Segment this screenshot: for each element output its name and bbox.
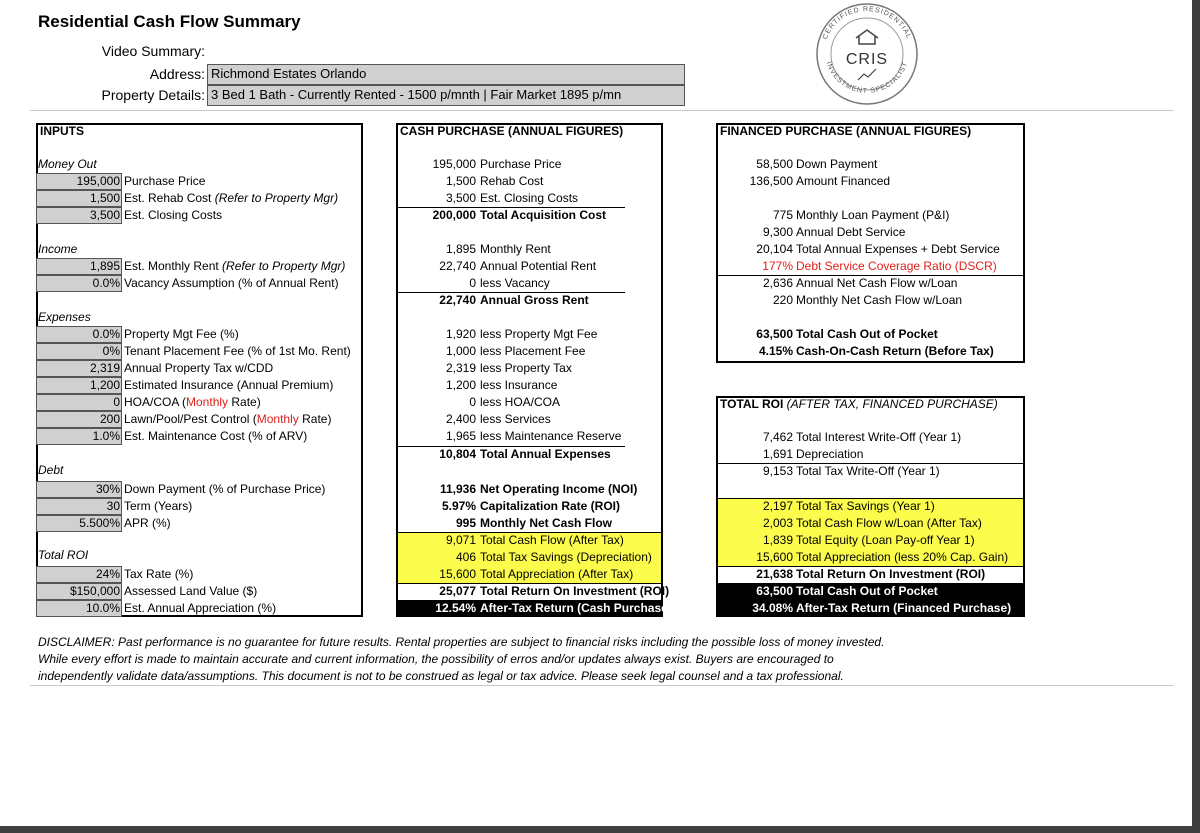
cash-value: 11,936: [439, 482, 476, 496]
input-value[interactable]: 195,000: [76, 174, 120, 188]
input-value[interactable]: 1,200: [89, 378, 120, 392]
input-label: HOA/COA (Monthly Rate): [124, 395, 261, 409]
cash-value: 1,965: [445, 429, 476, 443]
cash-label: Monthly Rent: [480, 242, 551, 256]
top-divider: [30, 110, 1174, 111]
cash-label: less Maintenance Reserve: [480, 429, 622, 443]
financed-value: 9,300: [762, 225, 793, 239]
roi-value: 7,462: [762, 430, 793, 444]
financed-label: Monthly Loan Payment (P&I): [796, 208, 950, 222]
financed-label: Annual Net Cash Flow w/Loan: [796, 276, 958, 290]
input-value[interactable]: 1,500: [89, 191, 120, 205]
input-label: Est. Rehab Cost (Refer to Property Mgr): [124, 191, 339, 205]
income-label: Income: [38, 242, 78, 256]
input-label: Tenant Placement Fee (% of 1st Mo. Rent): [124, 344, 351, 358]
input-label: Est. Monthly Rent (Refer to Property Mgr): [124, 259, 346, 273]
roi-value: 2,197: [762, 499, 793, 513]
cash-value: 0: [469, 276, 476, 290]
financed-value: 177%: [762, 259, 793, 273]
roi-label: Total Equity (Loan Pay-off Year 1): [796, 533, 975, 547]
cash-label: Total Cash Flow (After Tax): [480, 533, 624, 547]
input-label: Tax Rate (%): [124, 567, 194, 581]
financed-label: Total Annual Expenses + Debt Service: [796, 242, 1000, 256]
input-value[interactable]: 30%: [95, 482, 120, 496]
bottom-divider: [30, 685, 1174, 686]
cash-value: 22,740: [439, 259, 476, 273]
cash-label: Total Return On Investment (ROI): [480, 584, 670, 598]
input-label: Annual Property Tax w/CDD: [124, 361, 274, 375]
input-value[interactable]: 0.0%: [92, 276, 120, 290]
cash-label: Monthly Net Cash Flow: [480, 516, 612, 530]
roi-label: After-Tax Return (Financed Purchase): [796, 601, 1012, 615]
input-value[interactable]: 30: [106, 499, 120, 513]
financed-value: 2,636: [762, 276, 793, 290]
financed-value: 136,500: [749, 174, 793, 188]
cash-value: 0: [469, 395, 476, 409]
input-label: Est. Closing Costs: [124, 208, 223, 222]
input-label: Assessed Land Value ($): [124, 584, 258, 598]
disclaimer: DISCLAIMER: Past performance is no guarantee for future results. Rental properties are subject to financial risks including the possible loss of money invested. While every effort is made to maintain accurate and current information, the possibility of erros and/or updates always exist. Buyers are encouraged to independently validate data/assumptions. This document is not to be construed as legal or tax advice. Please seek legal counsel and a tax professional.: [38, 635, 885, 683]
cash-value: 1,895: [445, 242, 476, 256]
financed-label: Annual Debt Service: [796, 225, 906, 239]
cash-label: Total Appreciation (After Tax): [480, 567, 634, 581]
cash-label: Total Tax Savings (Depreciation): [480, 550, 652, 564]
cash-value: 25,077: [439, 584, 476, 598]
roi-value: 63,500: [756, 584, 793, 598]
expenses-label: Expenses: [38, 310, 91, 324]
input-label: Est. Maintenance Cost (% of ARV): [124, 429, 308, 443]
cash-value: 5.97%: [441, 499, 476, 513]
money-out-label: Money Out: [38, 157, 97, 171]
input-value[interactable]: 5.500%: [79, 516, 120, 530]
roi-value: 9,153: [762, 464, 793, 478]
input-value[interactable]: 1,895: [89, 259, 120, 273]
input-value[interactable]: 3,500: [89, 208, 120, 222]
input-value[interactable]: 0.0%: [92, 327, 120, 341]
logo-center-text: CRIS: [845, 51, 889, 68]
total-roi-title: TOTAL ROI (AFTER TAX, FINANCED PURCHASE): [720, 397, 998, 411]
input-label: Purchase Price: [124, 174, 206, 188]
debt-label: Debt: [38, 463, 64, 477]
input-value[interactable]: 0%: [102, 344, 120, 358]
roi-value: 34.08%: [752, 601, 793, 615]
roi-label: Total Appreciation (less 20% Cap. Gain): [796, 550, 1009, 564]
address-label: Address:: [149, 66, 205, 82]
financed-value: 4.15%: [758, 344, 793, 358]
bottom-frame: [0, 826, 1200, 833]
roi-label: Total Tax Savings (Year 1): [796, 499, 935, 513]
cash-value: 1,920: [445, 327, 476, 341]
cash-value: 1,000: [445, 344, 476, 358]
cash-value: 15,600: [439, 567, 476, 581]
financed-value: 58,500: [756, 157, 793, 171]
roi-label: Total Cash Flow w/Loan (After Tax): [796, 516, 982, 530]
cash-label: less Property Tax: [480, 361, 572, 375]
property-details-label: Property Details:: [101, 87, 205, 103]
roi-value: 1,691: [762, 447, 793, 461]
input-label: Down Payment (% of Purchase Price): [124, 482, 326, 496]
input-label: Estimated Insurance (Annual Premium): [124, 378, 334, 392]
roi-value: 15,600: [756, 550, 793, 564]
roi-value: 1,839: [762, 533, 793, 547]
inputs-title: INPUTS: [40, 124, 85, 138]
cash-label: less Services: [480, 412, 551, 426]
cash-label: Total Annual Expenses: [480, 447, 611, 461]
cash-label: Purchase Price: [480, 157, 562, 171]
cash-label: less Placement Fee: [480, 344, 586, 358]
cash-label: Total Acquisition Cost: [480, 208, 606, 222]
cash-value: 2,319: [445, 361, 476, 375]
input-label: Lawn/Pool/Pest Control (Monthly Rate): [124, 412, 332, 426]
cash-value: 1,200: [445, 378, 476, 392]
right-frame: [1192, 0, 1200, 833]
cash-label: less Property Mgt Fee: [480, 327, 598, 341]
cash-value: 3,500: [445, 191, 476, 205]
cash-value: 195,000: [432, 157, 476, 171]
cash-value: 406: [455, 550, 476, 564]
cash-value: 10,804: [439, 447, 476, 461]
input-label: Term (Years): [124, 499, 193, 513]
video-summary-label: Video Summary:: [101, 43, 205, 59]
roi-value: 2,003: [762, 516, 793, 530]
financed-value: 20,104: [756, 242, 793, 256]
roi-label: Total Return On Investment (ROI): [796, 567, 986, 581]
cash-value: 200,000: [432, 208, 476, 222]
roi-value: 21,638: [756, 567, 793, 581]
logo-top-text: CERTIFIED RESIDENTIAL: [821, 5, 913, 41]
cash-label: After-Tax Return (Cash Purchase): [480, 601, 672, 615]
roi-label: Total Cash Out of Pocket: [796, 584, 938, 598]
cash-value: 2,400: [445, 412, 476, 426]
financed-label: Down Payment: [796, 157, 878, 171]
input-label: APR (%): [124, 516, 171, 530]
roi-label: Total Interest Write-Off (Year 1): [796, 430, 962, 444]
property-details-field[interactable]: 3 Bed 1 Bath - Currently Rented - 1500 p/mnth | Fair Market 1895 p/mn: [207, 85, 685, 106]
cash-label: less Vacancy: [480, 276, 550, 290]
input-value[interactable]: 0: [113, 395, 120, 409]
financed-label: Debt Service Coverage Ratio (DSCR): [796, 259, 997, 273]
logo-bottom-text: INVESTMENT SPECIALIST: [824, 60, 910, 95]
input-label: Vacancy Assumption (% of Annual Rent): [124, 276, 339, 290]
cash-label: less HOA/COA: [480, 395, 561, 409]
financed-label: Amount Financed: [796, 174, 891, 188]
roi-label: Total Tax Write-Off (Year 1): [796, 464, 940, 478]
financed-label: Total Cash Out of Pocket: [796, 327, 938, 341]
input-value[interactable]: 2,319: [89, 361, 120, 375]
input-label: Property Mgt Fee (%): [124, 327, 239, 341]
financed-value: 220: [772, 293, 793, 307]
cash-value: 1,500: [445, 174, 476, 188]
roi-label: Depreciation: [796, 447, 864, 461]
input-value[interactable]: 24%: [95, 567, 120, 581]
cris-logo: [812, 2, 922, 107]
cash-label: Rehab Cost: [480, 174, 544, 188]
input-value[interactable]: $150,000: [69, 584, 120, 598]
financed-label: Cash-On-Cash Return (Before Tax): [796, 344, 994, 358]
total-roi-label: Total ROI: [38, 548, 89, 562]
page-title: Residential Cash Flow Summary: [38, 12, 301, 31]
cash-value: 9,071: [445, 533, 476, 547]
financed-value: 775: [772, 208, 793, 222]
input-value[interactable]: 10.0%: [85, 601, 120, 615]
input-value[interactable]: 200: [99, 412, 120, 426]
cash-label: Capitalization Rate (ROI): [480, 499, 621, 513]
cash-value: 22,740: [439, 293, 476, 307]
cash-label: Net Operating Income (NOI): [480, 482, 638, 496]
financed-value: 63,500: [756, 327, 793, 341]
cash-value: 12.54%: [435, 601, 476, 615]
address-field[interactable]: Richmond Estates Orlando: [207, 64, 685, 85]
financed-label: Monthly Net Cash Flow w/Loan: [796, 293, 963, 307]
cash-label: Annual Gross Rent: [480, 293, 589, 307]
cash-label: less Insurance: [480, 378, 558, 392]
input-value[interactable]: 1.0%: [92, 429, 120, 443]
cash-label: Annual Potential Rent: [480, 259, 597, 273]
input-label: Est. Annual Appreciation (%): [124, 601, 277, 615]
financed-purchase-title: FINANCED PURCHASE (ANNUAL FIGURES): [720, 124, 972, 138]
cash-label: Est. Closing Costs: [480, 191, 579, 205]
cash-value: 995: [455, 516, 476, 530]
cash-purchase-title: CASH PURCHASE (ANNUAL FIGURES): [400, 124, 624, 138]
